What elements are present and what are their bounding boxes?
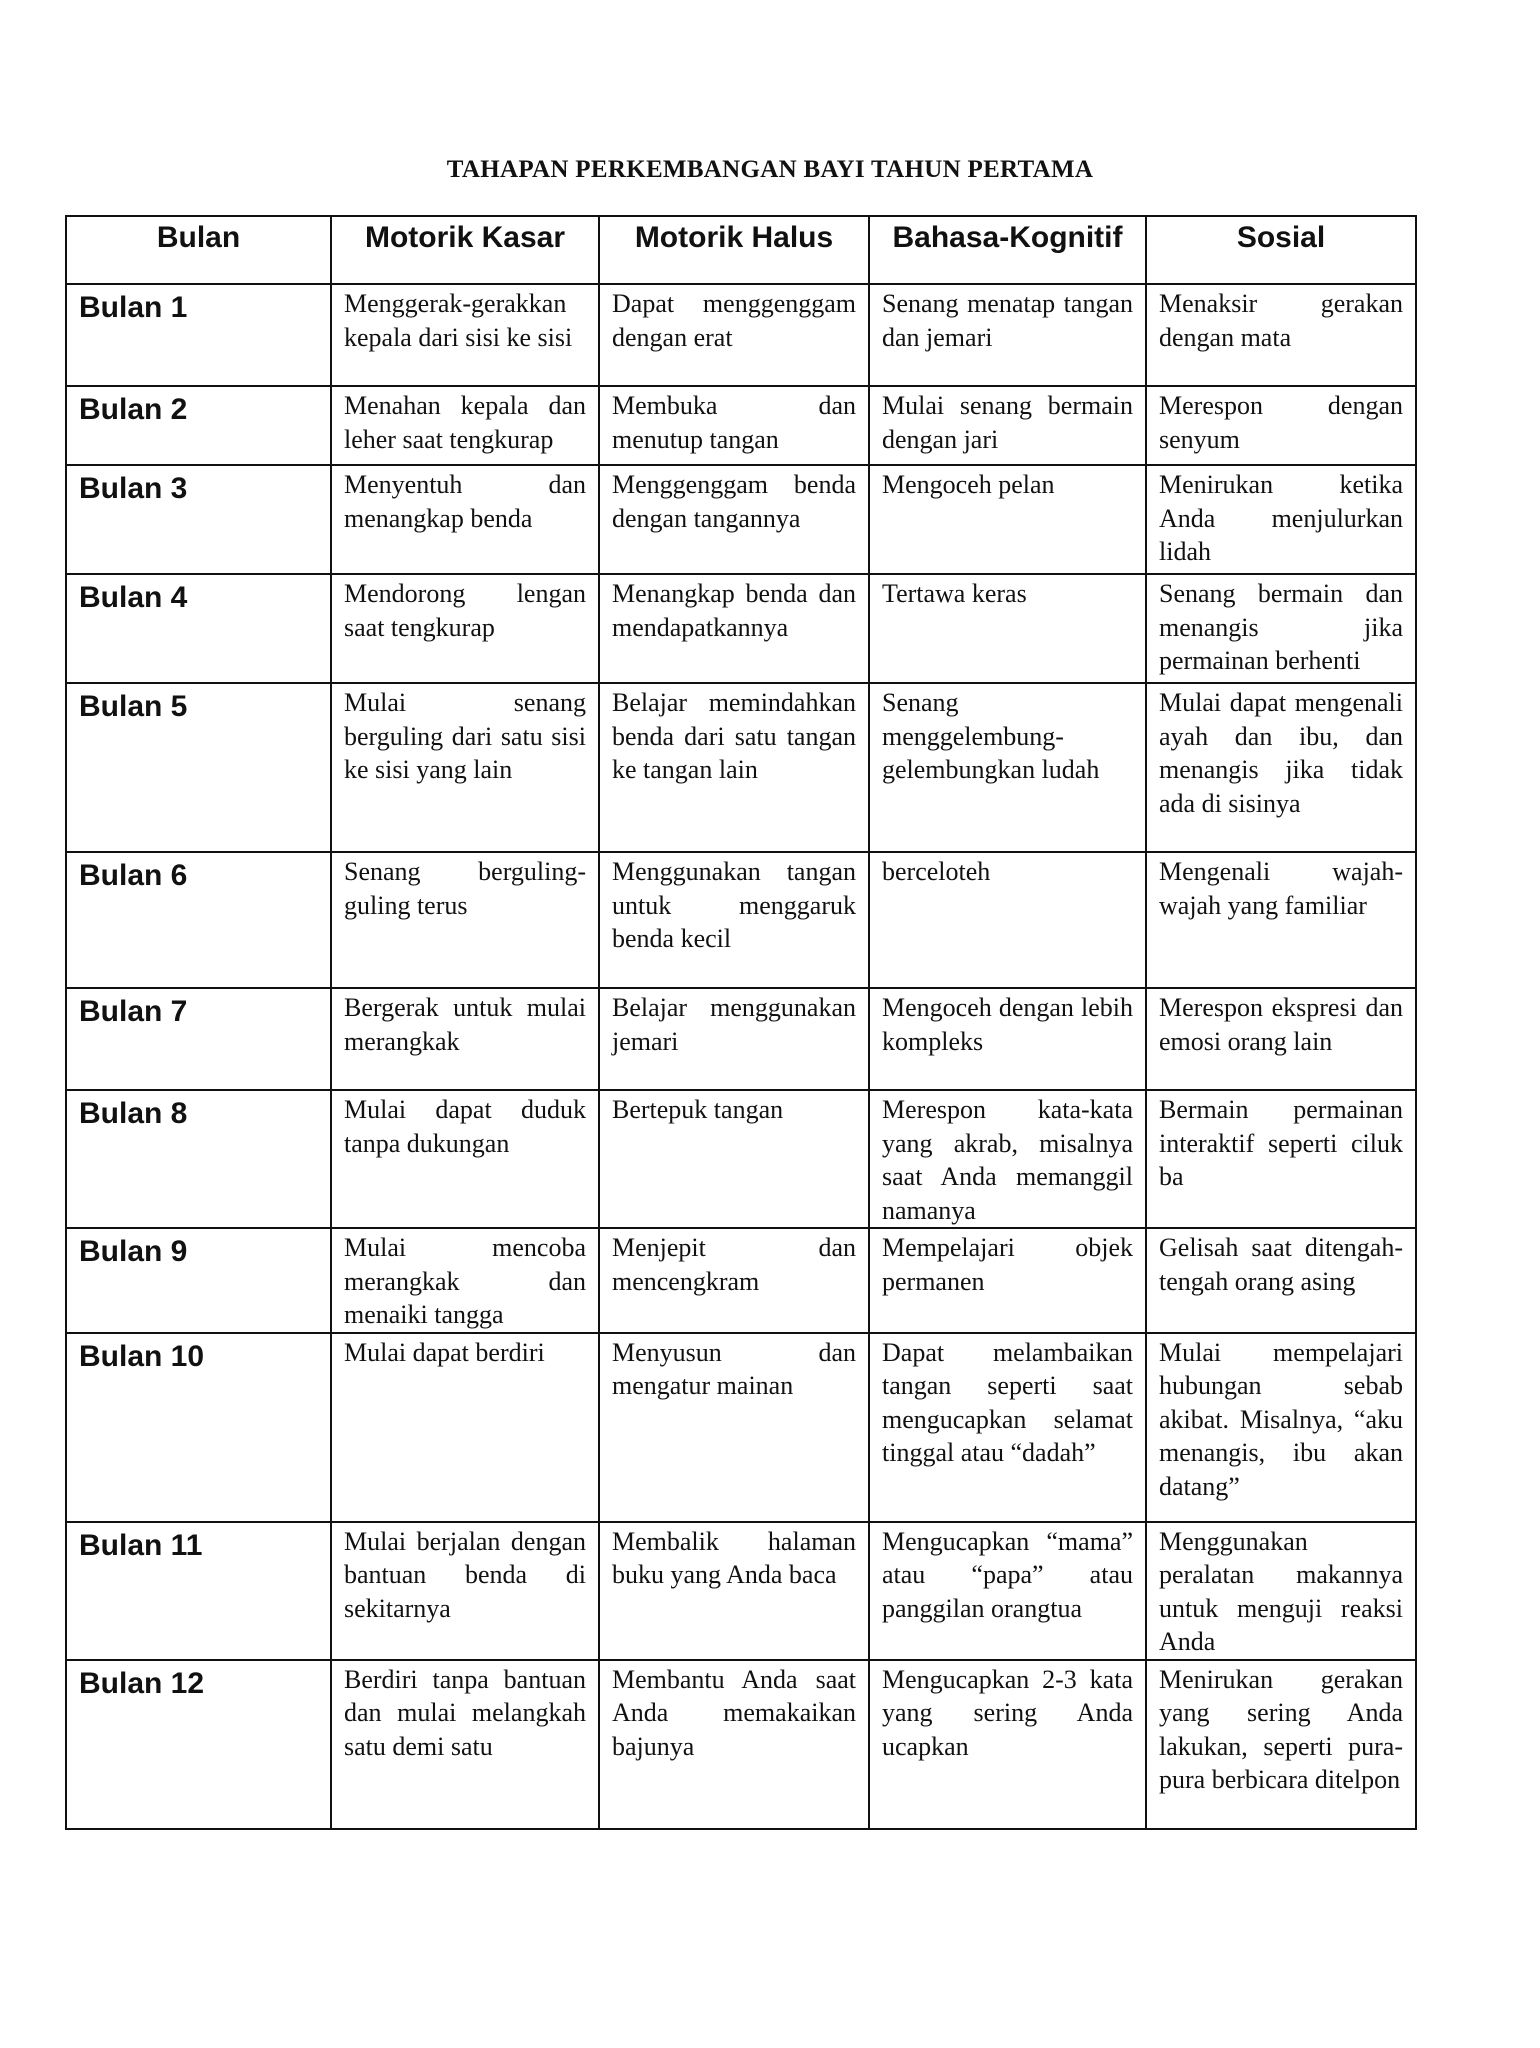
bahasa-kognitif-cell <box>869 386 1146 465</box>
motorik-kasar-cell-text: Bergerak untuk mulai merangkak <box>344 993 586 1056</box>
header-sosial: Sosial <box>1146 216 1416 284</box>
table-body <box>66 284 1416 1829</box>
bahasa-kognitif-cell-text: Mulai senang bermain dengan jari <box>882 391 1133 454</box>
motorik-halus-cell <box>599 683 869 852</box>
motorik-halus-cell-text: Dapat menggenggam dengan erat <box>612 289 856 352</box>
motorik-halus-cell <box>599 1228 869 1333</box>
table-row <box>66 1090 1416 1228</box>
sosial-cell-text: Menirukan gerakan yang sering Anda lakukan, seperti pura-pura berbicara ditelpon <box>1159 1664 1403 1794</box>
sosial-cell-text: Senang bermain dan menangis jika permainan berhenti <box>1159 579 1403 675</box>
motorik-kasar-cell-text: Mendorong lengan saat tengkurap <box>344 579 586 642</box>
sosial-cell-text: Mulai mempelajari hubungan sebab akibat. Misalnya, “aku menangis, ibu akan datang” <box>1159 1337 1403 1501</box>
sosial-cell <box>1146 1228 1416 1333</box>
motorik-halus-cell-text: Membalik halaman buku yang Anda baca <box>612 1526 856 1589</box>
motorik-halus-cell <box>599 465 869 574</box>
header-bulan: Bulan <box>66 216 331 284</box>
motorik-kasar-cell <box>331 1522 599 1660</box>
motorik-halus-cell <box>599 988 869 1090</box>
bahasa-kognitif-cell-text: Dapat melambaikan tangan seperti saat mengucapkan selamat tinggal atau “dadah” <box>882 1337 1133 1467</box>
month-cell <box>66 683 331 852</box>
bahasa-kognitif-cell <box>869 683 1146 852</box>
month-cell-text: Bulan 9 <box>79 1235 188 1268</box>
sosial-cell-text: Mengenali wajah-wajah yang familiar <box>1159 857 1403 920</box>
month-cell-text: Bulan 12 <box>79 1666 205 1700</box>
motorik-halus-cell <box>599 574 869 683</box>
month-cell <box>66 1228 331 1333</box>
month-cell-text: Bulan 4 <box>79 581 188 614</box>
motorik-halus-cell-text: Menangkap benda dan mendapatkannya <box>612 579 856 642</box>
motorik-kasar-cell-text: Menggerak-gerakkan kepala dari sisi ke sisi <box>344 289 573 352</box>
motorik-kasar-cell <box>331 284 599 386</box>
motorik-halus-cell-text: Menggenggam benda dengan tangannya <box>612 470 856 533</box>
bahasa-kognitif-cell-text: Tertawa keras <box>882 579 1027 608</box>
motorik-halus-cell <box>599 1333 869 1522</box>
motorik-kasar-cell-text: Menahan kepala dan leher saat tengkurap <box>344 391 586 454</box>
motorik-kasar-cell <box>331 1228 599 1333</box>
sosial-cell <box>1146 1333 1416 1522</box>
table-row <box>66 1228 1416 1333</box>
bahasa-kognitif-cell-text: Mengoceh dengan lebih kompleks <box>882 993 1133 1056</box>
month-cell-text: Bulan 10 <box>79 1339 205 1373</box>
table-row <box>66 386 1416 465</box>
table-row <box>66 1522 1416 1660</box>
bahasa-kognitif-cell <box>869 1090 1146 1228</box>
bahasa-kognitif-cell-text: Mengucapkan 2-3 kata yang sering Anda ucapkan <box>882 1664 1133 1761</box>
table-row <box>66 852 1416 988</box>
motorik-halus-cell-text: Menjepit dan mencengkram <box>612 1233 856 1296</box>
motorik-kasar-cell-text: Mulai senang berguling dari satu sisi ke sisi yang lain <box>344 688 586 784</box>
month-cell-text: Bulan 6 <box>79 859 188 892</box>
bahasa-kognitif-cell-text: Senang menggelembung-gelembungkan ludah <box>882 688 1100 784</box>
sosial-cell <box>1146 1090 1416 1228</box>
sosial-cell <box>1146 852 1416 988</box>
month-cell <box>66 1660 331 1829</box>
header-motorik-halus: Motorik Halus <box>599 216 869 284</box>
motorik-kasar-cell <box>331 988 599 1090</box>
motorik-kasar-cell <box>331 1090 599 1228</box>
page-title: TAHAPAN PERKEMBANGAN BAYI TAHUN PERTAMA <box>446 156 1094 183</box>
sosial-cell-text: Bermain permainan interaktif seperti ciluk ba <box>1159 1095 1403 1191</box>
milestones-table <box>65 215 1417 1830</box>
bahasa-kognitif-cell-text: berceloteh <box>882 857 991 886</box>
month-cell-text: Bulan 2 <box>79 393 188 426</box>
motorik-halus-cell-text: Menggunakan tangan untuk menggaruk benda kecil <box>612 857 856 953</box>
motorik-kasar-cell <box>331 852 599 988</box>
motorik-halus-cell <box>599 284 869 386</box>
motorik-kasar-cell-text: Mulai berjalan dengan bantuan benda di sekitarnya <box>344 1526 586 1623</box>
motorik-kasar-cell-text: Berdiri tanpa bantuan dan mulai melangkah satu demi satu <box>344 1664 586 1761</box>
sosial-cell <box>1146 988 1416 1090</box>
motorik-kasar-cell-text: Mulai mencoba merangkak dan menaiki tangga <box>344 1233 586 1329</box>
motorik-kasar-cell <box>331 574 599 683</box>
month-cell-text: Bulan 1 <box>79 291 188 324</box>
month-cell <box>66 284 331 386</box>
header-bahasa-kognitif: Bahasa-Kognitif <box>869 216 1146 284</box>
motorik-halus-cell <box>599 852 869 988</box>
bahasa-kognitif-cell <box>869 852 1146 988</box>
sosial-cell <box>1146 1660 1416 1829</box>
bahasa-kognitif-cell <box>869 1660 1146 1829</box>
motorik-halus-cell-text: Belajar menggunakan jemari <box>612 993 856 1056</box>
bahasa-kognitif-cell-text: Mempelajari objek permanen <box>882 1233 1133 1296</box>
bahasa-kognitif-cell-text: Senang menatap tangan dan jemari <box>882 289 1133 352</box>
table-row <box>66 574 1416 683</box>
motorik-halus-cell <box>599 1660 869 1829</box>
sosial-cell-text: Gelisah saat ditengah-tengah orang asing <box>1159 1233 1403 1296</box>
sosial-cell-text: Merespon dengan senyum <box>1159 391 1403 454</box>
header-motorik-kasar: Motorik Kasar <box>331 216 599 284</box>
bahasa-kognitif-cell <box>869 988 1146 1090</box>
table-row <box>66 988 1416 1090</box>
motorik-kasar-cell-text: Menyentuh dan menangkap benda <box>344 470 586 533</box>
table-row <box>66 465 1416 574</box>
month-cell <box>66 852 331 988</box>
sosial-cell-text: Merespon ekspresi dan emosi orang lain <box>1159 993 1403 1056</box>
sosial-cell <box>1146 284 1416 386</box>
motorik-halus-cell <box>599 386 869 465</box>
sosial-cell-text: Menaksir gerakan dengan mata <box>1159 289 1403 352</box>
sosial-cell <box>1146 683 1416 852</box>
sosial-cell <box>1146 386 1416 465</box>
month-cell-text: Bulan 8 <box>79 1097 188 1130</box>
motorik-halus-cell <box>599 1522 869 1660</box>
month-cell-text: Bulan 11 <box>79 1528 203 1562</box>
month-cell <box>66 386 331 465</box>
bahasa-kognitif-cell <box>869 465 1146 574</box>
month-cell-text: Bulan 7 <box>79 995 188 1028</box>
motorik-kasar-cell-text: Mulai dapat duduk tanpa dukungan <box>344 1095 586 1158</box>
table-row <box>66 284 1416 386</box>
month-cell <box>66 1333 331 1522</box>
table-header-row <box>66 216 1416 284</box>
motorik-kasar-cell <box>331 1660 599 1829</box>
month-cell <box>66 988 331 1090</box>
motorik-kasar-cell <box>331 386 599 465</box>
sosial-cell <box>1146 574 1416 683</box>
motorik-halus-cell-text: Menyusun dan mengatur mainan <box>612 1337 856 1400</box>
motorik-halus-cell-text: Membuka dan menutup tangan <box>612 391 856 454</box>
month-cell <box>66 1522 331 1660</box>
bahasa-kognitif-cell-text: Mengoceh pelan <box>882 470 1055 499</box>
bahasa-kognitif-cell <box>869 1228 1146 1333</box>
motorik-halus-cell-text: Belajar memindahkan benda dari satu tangan ke tangan lain <box>612 688 856 784</box>
motorik-kasar-cell-text: Senang berguling-guling terus <box>344 857 586 920</box>
motorik-kasar-cell-text: Mulai dapat berdiri <box>344 1337 545 1367</box>
motorik-kasar-cell <box>331 1333 599 1522</box>
motorik-halus-cell-text: Bertepuk tangan <box>612 1095 784 1124</box>
bahasa-kognitif-cell-text: Mengucapkan “mama” atau “papa” atau panggilan orangtua <box>882 1526 1133 1623</box>
sosial-cell-text: Menggunakan peralatan makannya untuk menguji reaksi Anda <box>1159 1526 1403 1656</box>
bahasa-kognitif-cell <box>869 284 1146 386</box>
table-row <box>66 1333 1416 1522</box>
sosial-cell <box>1146 1522 1416 1660</box>
bahasa-kognitif-cell <box>869 574 1146 683</box>
bahasa-kognitif-cell <box>869 1333 1146 1522</box>
sosial-cell-text: Menirukan ketika Anda menjulurkan lidah <box>1159 470 1403 566</box>
motorik-kasar-cell <box>331 465 599 574</box>
bahasa-kognitif-cell-text: Merespon kata-kata yang akrab, misalnya saat Anda memanggil namanya <box>882 1095 1133 1225</box>
month-cell-text: Bulan 5 <box>79 690 188 723</box>
sosial-cell-text: Mulai dapat mengenali ayah dan ibu, dan menangis jika tidak ada di sisinya <box>1159 688 1403 818</box>
bahasa-kognitif-cell <box>869 1522 1146 1660</box>
month-cell-text: Bulan 3 <box>79 472 188 505</box>
month-cell <box>66 574 331 683</box>
month-cell <box>66 465 331 574</box>
motorik-halus-cell-text: Membantu Anda saat Anda memakaikan bajunya <box>612 1664 856 1761</box>
motorik-kasar-cell <box>331 683 599 852</box>
month-cell <box>66 1090 331 1228</box>
motorik-halus-cell <box>599 1090 869 1228</box>
table-row <box>66 1660 1416 1829</box>
table-row <box>66 683 1416 852</box>
sosial-cell <box>1146 465 1416 574</box>
